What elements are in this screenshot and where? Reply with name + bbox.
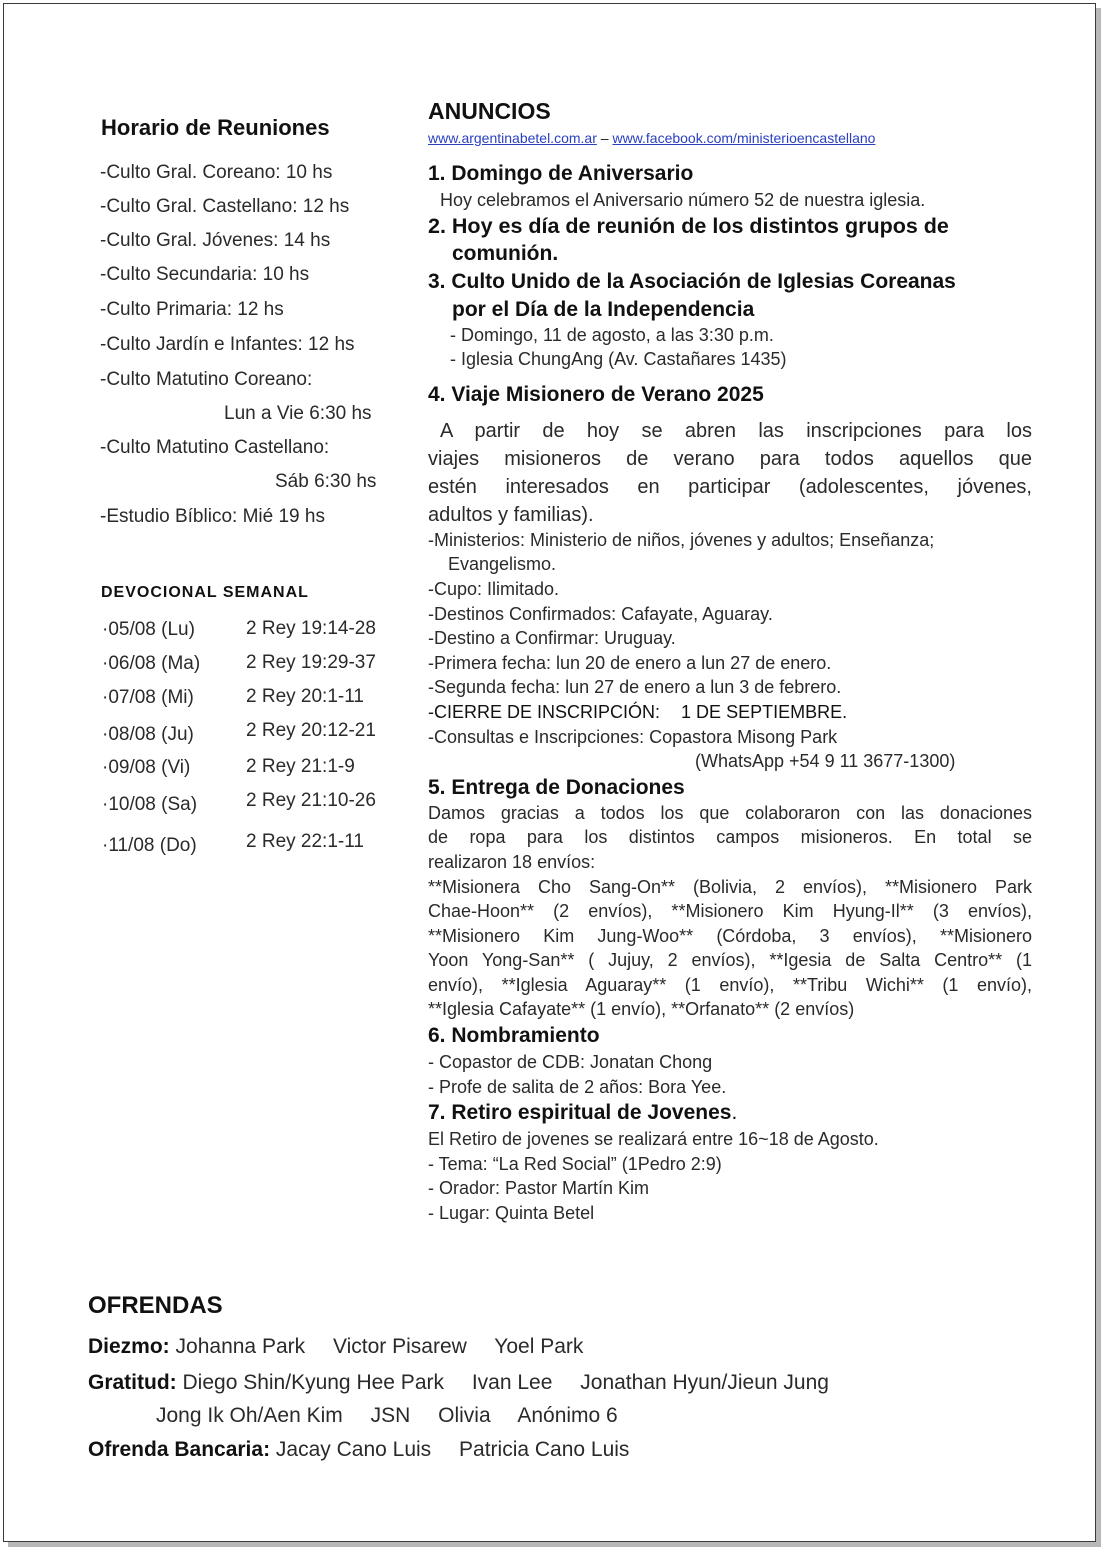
offering-gratitud-cont <box>156 1404 640 1428</box>
gratitud-label: Gratitud: <box>88 1371 177 1394</box>
devotional-ref: 2 Rey 22:1-11 <box>246 831 364 852</box>
devotional-ref: 2 Rey 20:12-21 <box>246 720 376 741</box>
announcement-2-title-cont: comunión. <box>452 242 559 265</box>
announcement-1-text: Hoy celebramos el Aniversario número 52 de nuestra iglesia. <box>440 190 926 210</box>
announcement-5-line: realizaron 18 envíos: <box>428 852 596 872</box>
announcement-4-paragraph: estén interesados en participar (adolescentes, jóvenes, <box>428 476 1032 498</box>
announcement-5-line: envío), **Iglesia Aguaray** (1 envío), **Tribu Wichi** (1 envío), <box>428 975 1032 995</box>
offering-name: Anónimo 6 <box>517 1404 618 1427</box>
announcement-4-line: -Ministerios: Ministerio de niños, jóvenes y adultos; Enseñanza; <box>428 530 935 550</box>
offering-name: Olivia <box>438 1404 491 1427</box>
schedule-item: -Estudio Bíblico: Mié 19 hs <box>100 506 325 527</box>
deadline-label: -CIERRE DE INSCRIPCIÓN: <box>428 702 661 722</box>
offering-name: Yoel Park <box>494 1335 584 1358</box>
announcement-4-deadline <box>428 702 847 723</box>
announcement-7-line: El Retiro de jovenes se realizará entre 16~18 de Agosto. <box>428 1129 879 1149</box>
announcement-3-title-cont: por el Día de la Independencia <box>452 298 755 321</box>
announcement-5-line: Chae-Hoon** (2 envíos), **Misionero Kim Hyung-Il** (3 envíos), <box>428 901 1032 921</box>
announcement-6-line: - Profe de salita de 2 años: Bora Yee. <box>428 1077 727 1097</box>
deadline-date: 1 DE SEPTIEMBRE. <box>681 702 848 722</box>
announcement-5-line: Yoon Yong-San** ( Jujuy, 2 envíos), **Igesia de Salta Centro** (1 <box>428 950 1032 970</box>
announcement-6-title: 6. Nombramiento <box>428 1024 600 1047</box>
devotional-date: ·11/08 (Do) <box>102 835 197 856</box>
announcement-4-line: -Destinos Confirmados: Cafayate, Aguaray. <box>428 604 773 624</box>
announcement-4-paragraph: adultos y familias). <box>428 504 594 526</box>
announcement-5-line: **Misionera Cho Sang-On** (Bolivia, 2 envíos), **Misionero Park <box>428 877 1032 897</box>
announcement-4-line: -Cupo: Ilimitado. <box>428 579 560 599</box>
devotional-date: ·09/08 (Vi) <box>102 757 191 778</box>
schedule-item: -Culto Gral. Coreano: 10 hs <box>100 162 333 183</box>
announcement-4-line: -Destino a Confirmar: Uruguay. <box>428 628 676 648</box>
devotional-ref: 2 Rey 20:1-11 <box>246 686 364 707</box>
devotional-ref: 2 Rey 21:10-26 <box>246 790 376 811</box>
announcement-3-line: - Iglesia ChungAng (Av. Castañares 1435) <box>450 349 787 369</box>
devotional-date: ·10/08 (Sa) <box>102 794 198 815</box>
schedule-item: -Culto Matutino Coreano: <box>100 369 313 390</box>
announcement-5-line: **Misionero Kim Jung-Woo** (Córdoba, 3 envíos), **Misionero <box>428 926 1032 946</box>
announcement-7-line: - Lugar: Quinta Betel <box>428 1203 595 1223</box>
offering-diezmo <box>88 1335 605 1359</box>
announcement-3-title: 3. Culto Unido de la Asociación de Iglesias Coreanas <box>428 270 956 293</box>
schedule-item: Sáb 6:30 hs <box>275 471 377 492</box>
schedule-item: -Culto Primaria: 12 hs <box>100 299 284 320</box>
devotional-date: ·08/08 (Ju) <box>102 724 194 745</box>
announcement-4-line: Evangelismo. <box>448 554 557 574</box>
offering-name: Jong Ik Oh/Aen Kim <box>156 1404 343 1427</box>
link-separator: – <box>600 130 609 146</box>
schedule-item: -Culto Secundaria: 10 hs <box>100 264 310 285</box>
announcement-4-paragraph: viajes misioneros de verano para todos aquellos que <box>428 448 1032 470</box>
offering-bancaria <box>88 1438 651 1462</box>
schedule-title: Horario de Reuniones <box>101 115 330 140</box>
announcement-4-line: -Primera fecha: lun 20 de enero a lun 27 de enero. <box>428 653 832 673</box>
offering-name: Diego Shin/Kyung Hee Park <box>182 1371 444 1394</box>
announcement-6-line: - Copastor de CDB: Jonatan Chong <box>428 1052 713 1072</box>
offering-name: Jacay Cano Luis <box>275 1438 432 1461</box>
offering-name: Jonathan Hyun/Jieun Jung <box>580 1371 829 1394</box>
announcement-7-title-text: 7. Retiro espiritual de Jovenes <box>428 1101 732 1124</box>
schedule-item: -Culto Gral. Castellano: 12 hs <box>100 196 350 217</box>
facebook-link[interactable]: www.facebook.com/ministerioencastellano <box>612 130 876 146</box>
announcement-3-line: - Domingo, 11 de agosto, a las 3:30 p.m. <box>450 325 774 345</box>
announcement-2-title: 2. Hoy es día de reunión de los distintos grupos de <box>428 214 949 238</box>
schedule-item: -Culto Gral. Jóvenes: 14 hs <box>100 230 331 251</box>
devotional-ref: 2 Rey 21:1-9 <box>246 756 355 777</box>
announcement-1-title: 1. Domingo de Aniversario <box>428 162 694 185</box>
devotional-date: ·06/08 (Ma) <box>102 653 201 674</box>
announcement-7-title-dot: . <box>731 1101 738 1124</box>
offering-name: JSN <box>370 1404 411 1427</box>
announcement-7-line: - Tema: “La Red Social” (1Pedro 2:9) <box>428 1154 722 1174</box>
website-link[interactable]: www.argentinabetel.com.ar <box>428 130 597 146</box>
offering-gratitud <box>88 1371 851 1395</box>
offering-name: Victor Pisarew <box>332 1335 467 1358</box>
devotional-date: ·07/08 (Mi) <box>102 687 194 708</box>
offering-name: Ivan Lee <box>471 1371 553 1394</box>
website-links <box>428 130 875 146</box>
announcement-5-line: **Iglesia Cafayate** (1 envío), **Orfanato** (2 envíos) <box>428 999 855 1019</box>
announcements-title: ANUNCIOS <box>428 98 551 124</box>
announcement-7-line: - Orador: Pastor Martín Kim <box>428 1178 650 1198</box>
devotional-ref: 2 Rey 19:14-28 <box>246 618 376 639</box>
schedule-item: -Culto Matutino Castellano: <box>100 437 330 458</box>
offering-name: Johanna Park <box>175 1335 306 1358</box>
offering-name: Patricia Cano Luis <box>459 1438 630 1461</box>
diezmo-label: Diezmo: <box>88 1335 170 1358</box>
announcement-5-line: de ropa para los distintos campos misioneros. En total se <box>428 827 1032 847</box>
schedule-item: Lun a Vie 6:30 hs <box>224 403 372 424</box>
devotional-title: DEVOCIONAL SEMANAL <box>101 584 309 601</box>
announcement-4-phone: (WhatsApp +54 9 11 3677-1300) <box>695 751 956 771</box>
devotional-date: ·05/08 (Lu) <box>102 619 195 640</box>
announcement-4-line: -Consultas e Inscripciones: Copastora Misong Park <box>428 727 838 747</box>
announcement-5-title: 5. Entrega de Donaciones <box>428 776 685 799</box>
announcement-4-title: 4. Viaje Misionero de Verano 2025 <box>428 383 764 406</box>
schedule-item: -Culto Jardín e Infantes: 12 hs <box>100 334 355 355</box>
announcement-5-line: Damos gracias a todos los que colaboraron con las donaciones <box>428 803 1032 823</box>
offerings-title: OFRENDAS <box>88 1292 223 1319</box>
devotional-ref: 2 Rey 19:29-37 <box>246 652 376 673</box>
announcement-7-title <box>428 1101 737 1125</box>
announcement-4-line: -Segunda fecha: lun 27 de enero a lun 3 de febrero. <box>428 677 842 697</box>
announcement-4-paragraph: A partir de hoy se abren las inscripciones para los <box>440 420 1032 442</box>
bancaria-label: Ofrenda Bancaria: <box>88 1438 271 1461</box>
